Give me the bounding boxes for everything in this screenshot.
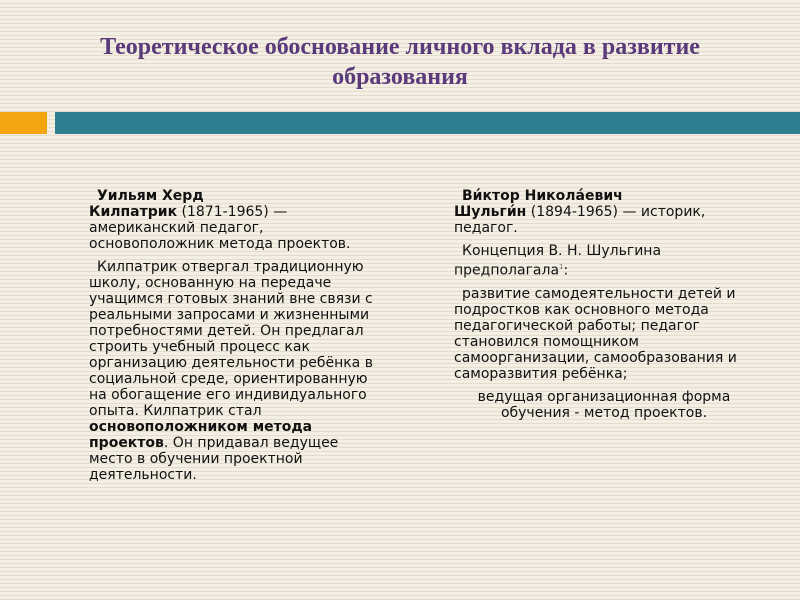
shulgin-concept-text: Концепция В. Н. Шульгина предполагала [454, 243, 662, 279]
kilpatrick-description [89, 259, 379, 483]
shulgin-point-2: ведущая организационная форма обучения - метод проектов. [477, 388, 731, 421]
shulgin-point-1: развитие самодеятельности детей и подростков как основного метода педагогической работы; педагог становился помощником самоорганизации, самообразования и саморазвития ребёнка; [454, 285, 737, 382]
kilpatrick-desc-text: Килпатрик отвергал традиционную школу, основанную на передаче учащимся готовых знаний вне связи с реальными запросами и жизненными потребностями детей. Он предлагал строить учебный процесс как организацию деятельности ребёнка в социальной среде, ориентированную на обогащение его индивидуального опыта. Килпатрик стал [89, 259, 373, 419]
kilpatrick-bio: (1871-1965) — американский педагог, основоположник метода проектов. [89, 204, 351, 252]
shulgin-column [454, 188, 754, 428]
shulgin-name-line1: Ви́ктор Никола́евич [462, 188, 623, 204]
shulgin-concept-colon: : [563, 262, 569, 279]
kilpatrick-name-line2: Килпатрик [89, 204, 178, 220]
kilpatrick-desc-end: . Он придавал ведущее место в обучении проектной деятельности. [89, 435, 339, 483]
kilpatrick-column [89, 188, 379, 490]
teal-accent-bar [55, 112, 800, 134]
kilpatrick-intro [89, 188, 379, 252]
kilpatrick-desc-bold: основоположником метода проектов [89, 419, 313, 451]
shulgin-name-line2: Шульги́н [454, 204, 527, 220]
kilpatrick-name-line1: Уильям Херд [97, 188, 204, 204]
footnote-marker: 1 [559, 263, 564, 271]
orange-accent-bar [0, 112, 47, 134]
shulgin-intro [454, 188, 754, 236]
slide-title: Теоретическое обоснование личного вклада в развитие образования [100, 34, 700, 90]
shulgin-bio: (1894-1965) — историк, педагог. [454, 204, 706, 236]
shulgin-concept [454, 243, 754, 279]
